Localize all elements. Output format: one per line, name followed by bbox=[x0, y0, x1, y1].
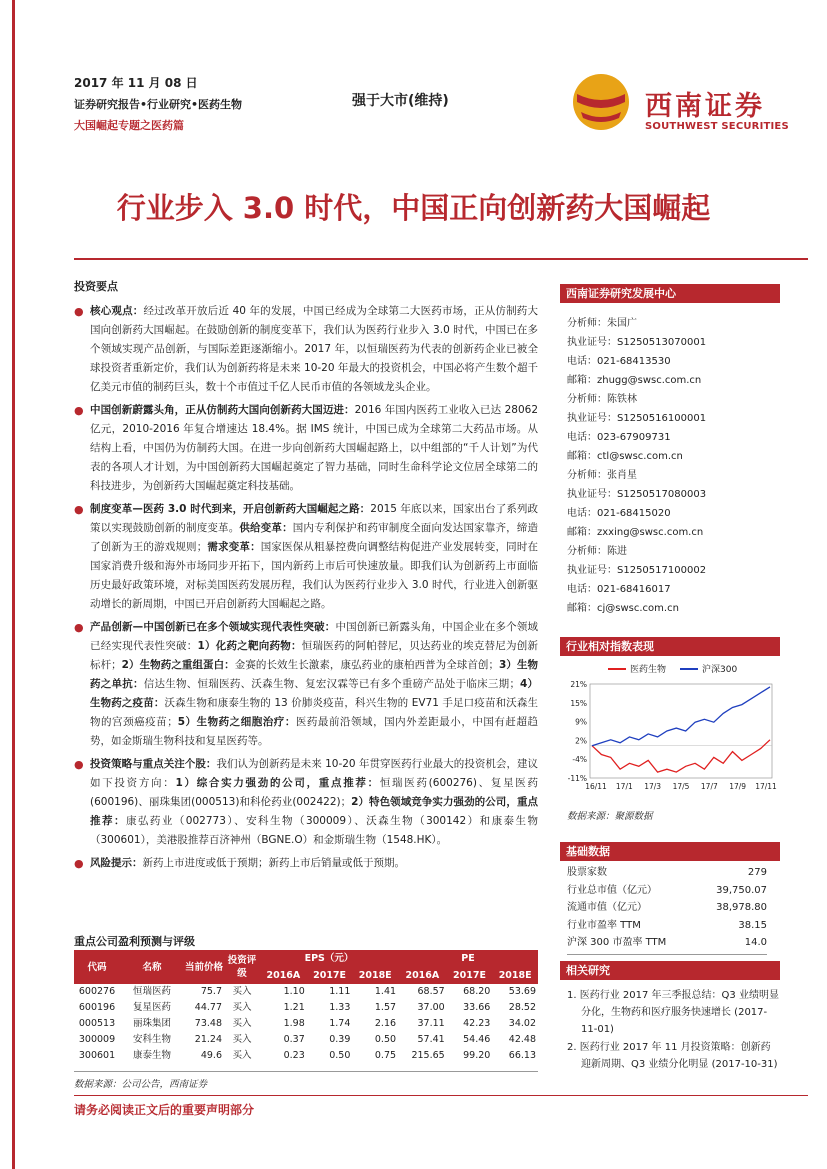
point-subheading: 1）化药之靶向药物： bbox=[197, 640, 302, 652]
chart-source: 数据来源：聚源数据 bbox=[567, 811, 653, 822]
table-cell: 215.65 bbox=[411, 1050, 445, 1061]
table-cell: 99.20 bbox=[463, 1050, 491, 1061]
table-cell: 49.6 bbox=[200, 1050, 222, 1061]
analyst-cert: 执业证号：S1250516100001 bbox=[567, 413, 707, 424]
basic-data-label: 沪深 300 市盈率 TTM bbox=[567, 937, 667, 948]
point-subheading: 1）综合实力强劲的公司，重点推荐： bbox=[175, 777, 380, 789]
table-cell: 57.41 bbox=[417, 1034, 445, 1045]
table-bottom-rule bbox=[74, 1071, 538, 1072]
table-cell: 44.77 bbox=[194, 1002, 222, 1013]
series-line-pharma bbox=[592, 740, 770, 772]
table-cell: 1.33 bbox=[329, 1002, 351, 1013]
table-row bbox=[74, 1016, 538, 1032]
point-heading: 风险提示： bbox=[90, 857, 143, 869]
point-body: 我们认为创新药是未来 10-20 年贯穿医药行业最大的投资机会，建议如下投资方向： bbox=[90, 758, 539, 789]
point-body: 中国创新已新露头角，中国企业在多个领域已经实现代表性突破： bbox=[90, 621, 539, 652]
basic-data-label: 行业总市值（亿元） bbox=[567, 884, 657, 896]
legend-swatch-pharma bbox=[608, 668, 626, 670]
y-tick-label: 15% bbox=[570, 698, 587, 708]
y-tick-label: 21% bbox=[570, 680, 587, 689]
page-title: 行业步入 3.0 时代，中国正向创新药大国崛起 bbox=[116, 191, 711, 225]
analyst-email: 邮箱：zhugg@swsc.com.cn bbox=[567, 375, 702, 386]
table-cell: 买入 bbox=[232, 1002, 252, 1013]
analyst-cert: 执业证号：S1250517100002 bbox=[567, 565, 707, 576]
table-row bbox=[74, 1000, 538, 1016]
analyst-email: 邮箱：zxxing@swsc.com.cn bbox=[567, 527, 704, 538]
basic-data-value: 38.15 bbox=[738, 919, 767, 931]
col-year: 2018E bbox=[492, 967, 538, 984]
table-cell: 66.13 bbox=[508, 1050, 536, 1061]
point-body: 2016 年国内医药工业收入已达 28062 亿元，2010-2016 年复合增速达 18.4%。据 IMS 统计，中国已成为全球第二大药品市场。从结构上看，中国仍为仿制药大国。在进一步向创新药大国崛起路上，以中组部的“千人计划”为代表的各项人才计划，为中国创新药大国崛起奠定了智力基础，同时生命科学论文位居全球第二的科技进步，为创新药大国崛起奠定科技基础。 bbox=[90, 404, 538, 492]
col-code: 代码 bbox=[74, 950, 120, 984]
y-tick-label: 9% bbox=[575, 717, 587, 727]
summary-point-reform bbox=[74, 500, 538, 614]
basic-data-row bbox=[567, 917, 767, 934]
bullet-icon: ● bbox=[74, 503, 84, 516]
basic-data-label: 股票家数 bbox=[567, 867, 607, 878]
report-type: 证券研究报告•行业研究•医药生物 bbox=[74, 98, 243, 111]
performance-header: 行业相对指数表现 bbox=[560, 637, 780, 656]
legend-label: 沪深300 bbox=[702, 665, 738, 675]
summary-heading: 投资要点 bbox=[74, 280, 118, 293]
basic-data-row bbox=[567, 882, 767, 899]
analyst-name: 分析师：陈进 bbox=[567, 546, 627, 557]
series-line-hs300 bbox=[592, 687, 770, 746]
table-cell: 37.11 bbox=[417, 1018, 445, 1029]
col-rating: 投资评级 bbox=[224, 950, 260, 984]
basic-data-label: 行业市盈率 TTM bbox=[567, 919, 641, 931]
y-tick-label: -4% bbox=[572, 755, 587, 765]
table-cell: 75.7 bbox=[200, 986, 222, 997]
point-heading: 核心观点： bbox=[90, 305, 144, 317]
report-series: 大国崛起专题之医药篇 bbox=[74, 119, 184, 132]
basic-data-row bbox=[567, 864, 767, 881]
point-subheading: 3）生物药之单抗： bbox=[90, 659, 539, 690]
summary-point-risk bbox=[74, 854, 538, 873]
basic-data-row bbox=[567, 934, 767, 951]
bullet-icon: ● bbox=[74, 621, 84, 634]
analyst-phone: 电话：021-68413530 bbox=[567, 356, 671, 367]
x-tick-label: 17/7 bbox=[700, 782, 718, 791]
col-year: 2017E bbox=[447, 967, 493, 984]
table-cell: 0.50 bbox=[329, 1050, 351, 1061]
title-divider bbox=[74, 258, 808, 260]
table-cell: 0.75 bbox=[374, 1050, 397, 1061]
bullet-icon: ● bbox=[74, 404, 84, 417]
point-body: 国内专利保护和药审制度全面向发达国家靠齐，缔造了创新为王的游戏规则； bbox=[90, 522, 539, 553]
table-row bbox=[74, 984, 538, 1000]
point-body: 2015 年底以来，国家出台了系列政策以实现鼓励创新的制度变革。 bbox=[90, 503, 538, 534]
table-cell: 73.48 bbox=[194, 1018, 222, 1029]
table-cell: 0.50 bbox=[374, 1034, 397, 1045]
table-cell: 42.48 bbox=[508, 1034, 536, 1045]
point-subheading: 5）生物药之细胞治疗： bbox=[177, 716, 296, 728]
table-cell: 300601 bbox=[78, 1050, 116, 1061]
x-tick-label: 17/3 bbox=[644, 782, 662, 791]
brand-logo-icon bbox=[567, 72, 635, 132]
analyst-block bbox=[567, 542, 706, 618]
table-cell: 1.11 bbox=[329, 986, 351, 997]
analyst-name: 分析师：朱国广 bbox=[567, 318, 637, 329]
table-cell: 0.39 bbox=[329, 1034, 351, 1045]
basic-data-value: 38,978.80 bbox=[716, 902, 767, 913]
basic-data-row bbox=[567, 899, 767, 916]
point-body: 新药上市进度或低于预期；新药上市后销量或低于预期。 bbox=[142, 857, 405, 869]
point-body: 恒瑞医药(600276)、复星医药(600196)、丽珠集团(000513)和科伦药业(002422)； bbox=[90, 777, 539, 808]
table-row bbox=[74, 1048, 538, 1064]
table-cell: 21.24 bbox=[194, 1034, 222, 1045]
table-cell: 34.02 bbox=[508, 1018, 536, 1029]
table-cell: 恒瑞医药 bbox=[132, 986, 171, 997]
table-cell: 300009 bbox=[78, 1034, 116, 1045]
related-research-header: 相关研究 bbox=[560, 961, 780, 980]
basic-data-value: 279 bbox=[747, 867, 767, 878]
chart-frame bbox=[590, 684, 772, 778]
point-body: 沃森生物和康泰生物的 13 价肺炎疫苗，科兴生物的 EV71 手足口疫苗和沃森生物的宫颈癌疫苗； bbox=[90, 697, 539, 728]
col-year: 2017E bbox=[307, 967, 353, 984]
bullet-icon: ● bbox=[74, 305, 84, 318]
bullet-icon: ● bbox=[74, 758, 84, 771]
research-center-header: 西南证券研究发展中心 bbox=[560, 284, 780, 303]
table-cell: 53.69 bbox=[508, 986, 536, 997]
related-item[interactable]: 2. 医药行业 2017 年 11 月投资策略：创新药迎新周期、Q3 业绩分化明显 (2017-10-31) bbox=[567, 1042, 778, 1070]
point-heading: 产品创新—中国创新已在多个领域实现代表性突破： bbox=[90, 621, 336, 633]
table-cell: 600196 bbox=[78, 1002, 116, 1013]
table-row bbox=[74, 1032, 538, 1048]
table-cell: 1.57 bbox=[374, 1002, 397, 1013]
point-body: 医药最前沿领域，国内外差距最小，中国有赶超趋势，如金斯瑞生物科技和复星医药等。 bbox=[90, 716, 538, 747]
col-pe: PE bbox=[398, 950, 538, 967]
point-subheading: 供给变革： bbox=[239, 522, 293, 534]
analyst-name: 分析师：陈铁林 bbox=[567, 394, 637, 405]
table-cell: 0.23 bbox=[283, 1050, 305, 1061]
col-eps: EPS（元） bbox=[260, 950, 398, 967]
point-subheading: 2）生物药之重组蛋白： bbox=[121, 659, 235, 671]
analyst-phone: 电话：021-68415020 bbox=[567, 508, 671, 519]
summary-point-innovation bbox=[74, 401, 538, 496]
related-item[interactable]: 1. 医药行业 2017 年三季报总结：Q3 业绩明显分化，生物药和医疗服务快速增长 (2017-11-01) bbox=[567, 990, 779, 1035]
analyst-email: 邮箱：cj@swsc.com.cn bbox=[567, 603, 679, 614]
analyst-email: 邮箱：ctl@swsc.com.cn bbox=[567, 451, 683, 462]
investment-summary bbox=[74, 277, 538, 877]
left-accent-rule bbox=[12, 0, 15, 1169]
legend-label: 医药生物 bbox=[630, 665, 667, 675]
table-cell: 0.37 bbox=[283, 1034, 305, 1045]
point-heading: 中国创新蔚露头角，正从仿制药大国向创新药大国迈进： bbox=[90, 404, 355, 416]
table-cell: 37.00 bbox=[417, 1002, 445, 1013]
table-source: 数据来源：公司公告，西南证券 bbox=[74, 1079, 208, 1090]
point-heading: 制度变革—医药 3.0 时代到来，开启创新药大国崛起之路： bbox=[90, 503, 371, 515]
basic-data-label: 流通市值（亿元） bbox=[567, 902, 647, 913]
legend-swatch-hs300 bbox=[680, 668, 698, 670]
analyst-name: 分析师：张肖星 bbox=[567, 470, 637, 481]
point-subheading: 需求变革： bbox=[207, 541, 261, 553]
x-tick-label: 16/11 bbox=[585, 782, 607, 791]
point-body: 恒瑞医药的阿帕替尼，贝达药业的埃克替尼为创新标杆； bbox=[90, 640, 538, 671]
disclaimer-footer: 请务必阅读正文后的重要声明部分 bbox=[74, 1103, 255, 1117]
earnings-forecast-table bbox=[74, 950, 538, 1064]
analyst-phone: 电话：023-67909731 bbox=[567, 432, 671, 443]
table-cell: 买入 bbox=[232, 1034, 252, 1045]
bullet-icon: ● bbox=[74, 857, 84, 870]
summary-point-strategy bbox=[74, 755, 538, 850]
point-body: 金赛的长效生长激素，康弘药业的康柏西普为全球首创； bbox=[234, 659, 499, 671]
table-cell: 2.16 bbox=[374, 1018, 397, 1029]
table-cell: 1.10 bbox=[283, 986, 305, 997]
table-cell: 康泰生物 bbox=[132, 1050, 171, 1061]
col-name: 名称 bbox=[120, 950, 184, 984]
table-cell: 丽珠集团 bbox=[132, 1018, 171, 1029]
table-cell: 600276 bbox=[78, 986, 116, 997]
table-cell: 复星医药 bbox=[132, 1002, 171, 1013]
y-tick-label: -11% bbox=[567, 774, 587, 783]
analyst-block bbox=[567, 314, 706, 390]
chart-legend bbox=[608, 662, 737, 675]
table-cell: 68.20 bbox=[463, 986, 491, 997]
brand-name-en: SOUTHWEST SECURITIES bbox=[645, 121, 789, 132]
table-title: 重点公司盈利预测与评级 bbox=[74, 935, 195, 948]
report-date: 2017 年 11 月 08 日 bbox=[74, 76, 198, 90]
basic-data-value: 39,750.07 bbox=[716, 884, 767, 896]
relative-index-chart bbox=[560, 676, 780, 806]
table-cell: 1.98 bbox=[283, 1018, 305, 1029]
basic-data-divider bbox=[567, 954, 767, 955]
analyst-block bbox=[567, 390, 706, 466]
x-tick-label: 17/9 bbox=[729, 782, 747, 791]
basic-data-header: 基础数据 bbox=[560, 842, 780, 861]
col-price: 当前价格 bbox=[184, 950, 224, 984]
table-cell: 1.74 bbox=[329, 1018, 351, 1029]
table-cell: 安科生物 bbox=[132, 1034, 171, 1045]
analyst-cert: 执业证号：S1250513070001 bbox=[567, 337, 707, 348]
summary-point-core bbox=[74, 302, 538, 397]
table-cell: 42.23 bbox=[463, 1018, 491, 1029]
col-year: 2018E bbox=[352, 967, 398, 984]
table-cell: 28.52 bbox=[508, 1002, 536, 1013]
table-cell: 买入 bbox=[232, 1018, 252, 1029]
col-year: 2016A bbox=[260, 967, 307, 984]
point-subheading: 2）特色领域竞争实力强劲的公司，重点推荐： bbox=[90, 796, 539, 827]
table-cell: 33.66 bbox=[463, 1002, 491, 1013]
table-cell: 买入 bbox=[232, 986, 252, 997]
point-heading: 投资策略与重点关注个股： bbox=[90, 758, 217, 770]
summary-point-product bbox=[74, 618, 538, 751]
point-body: 信达生物、恒瑞医药、沃森生物、复宏汉霖等已有多个重磅产品处于临床三期； bbox=[143, 678, 520, 690]
table-cell: 1.41 bbox=[374, 986, 397, 997]
brand-name: 西南证券 bbox=[645, 91, 765, 122]
y-tick-label: 2% bbox=[575, 736, 587, 746]
point-body: 康弘药业（002773）、安科生物（300009）、沃森生物（300142）和康泰生物（300601），美港股推荐百济神州（BGNE.O）和金斯瑞生物（1548.HK）。 bbox=[90, 815, 539, 846]
table-cell: 1.21 bbox=[283, 1002, 305, 1013]
point-body: 经过改革开放后近 40 年的发展，中国已经成为全球第二大医药市场，正从仿制药大国向创新药大国崛起。在鼓励创新的制度变革下，我们认为医药行业步入 3.0 时代，中国已在多个领域实现产品创新，与国际差距逐渐缩小。2017 年，以恒瑞医药为代表的创新药企业已被全球投资者重新定价，我们认为创新药将是未来 10-20 年最大的投资机会，中国必将产生数个超千亿美元市值的制药巨头，数十个市值过千亿人民币市值的各领域龙头企业。 bbox=[90, 305, 539, 393]
table-cell: 68.57 bbox=[417, 986, 445, 997]
analyst-cert: 执业证号：S1250517080003 bbox=[567, 489, 707, 500]
point-body: 国家医保从粗暴控费向调整结构促进产业发展转变，同时在国家消费升级和海外市场同步开拓下，国内新药上市后可快速放量。即我们认为创新药上市面临历史最好政策环境，对标美国医药发展历程，我们认为医药行业步入 3.0 时代，行业进入创新驱动增长的新周期，中国已开启创新药大国崛起之路。 bbox=[90, 541, 539, 610]
x-tick-label: 17/1 bbox=[615, 782, 633, 791]
industry-rating: 强于大市(维持) bbox=[352, 93, 449, 109]
table-cell: 54.46 bbox=[463, 1034, 491, 1045]
analyst-phone: 电话：021-68416017 bbox=[567, 584, 671, 595]
table-cell: 买入 bbox=[232, 1050, 252, 1061]
col-year: 2016A bbox=[398, 967, 447, 984]
point-subheading: 4）生物药之疫苗： bbox=[90, 678, 539, 709]
footer-divider bbox=[74, 1095, 808, 1096]
x-tick-label: 17/5 bbox=[672, 782, 690, 791]
analyst-block bbox=[567, 466, 706, 542]
basic-data-value: 14.0 bbox=[744, 937, 767, 948]
x-tick-label: 17/11 bbox=[755, 782, 777, 791]
table-cell: 000513 bbox=[78, 1018, 116, 1029]
